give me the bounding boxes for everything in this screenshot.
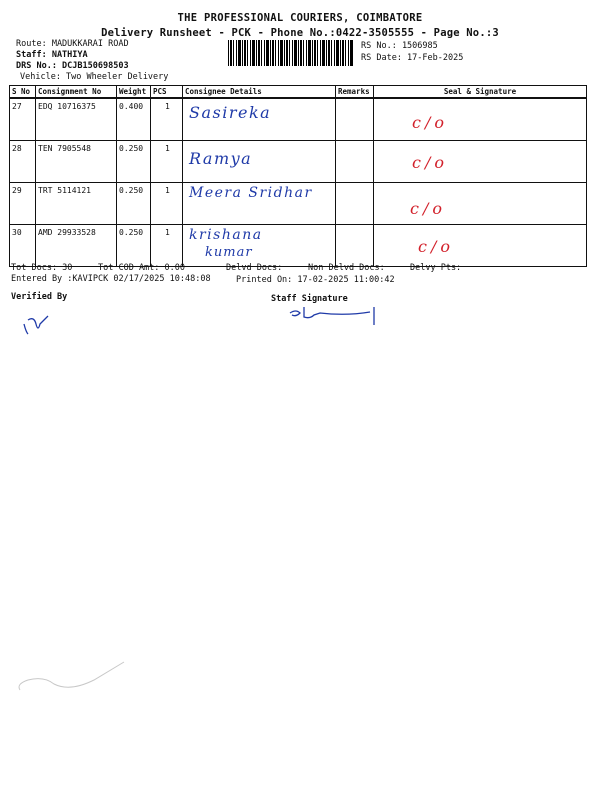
cell-pcs: 1 [151, 225, 183, 267]
cell-seal [374, 141, 587, 183]
company-title: THE PROFESSIONAL COURIERS, COIMBATORE [177, 12, 423, 24]
cell-pcs: 1 [151, 98, 183, 141]
header-consignee: Consignee Details [183, 86, 336, 99]
seal-mark: c/o [418, 237, 454, 256]
runsheet-title: Delivery Runsheet - PCK - Phone No.:0422-3505555 - Page No.:3 [101, 27, 499, 39]
staff-label: Staff: NATHIYA [16, 50, 88, 60]
rs-date: RS Date: 17-Feb-2025 [361, 53, 464, 63]
cell-weight: 0.250 [117, 141, 151, 183]
cell-pcs: 1 [151, 141, 183, 183]
cell-consignee [183, 183, 336, 225]
consignee-handwriting-line2: kumar [205, 245, 253, 260]
cell-consignment: TRT 5114121 [36, 183, 117, 225]
total-cod-amount: Tot COD Amt: 0.00 [98, 263, 185, 273]
total-docs: Tot Docs: 30 [11, 263, 73, 273]
runsheet-table [9, 85, 587, 267]
consignee-handwriting: Sasireka [189, 103, 272, 122]
header-seal: Seal & Signature [374, 86, 587, 99]
table-row [10, 141, 587, 183]
table-header-row [10, 86, 587, 99]
pencil-mark [14, 650, 144, 700]
cell-sno: 28 [10, 141, 36, 183]
header-sno: S No [10, 86, 36, 99]
printed-on: Printed On: 17-02-2025 11:00:42 [236, 275, 395, 285]
verifier-signature [18, 310, 58, 338]
non-delivered-docs: Non Delvd Docs: [308, 263, 385, 273]
cell-consignment: AMD 29933528 [36, 225, 117, 267]
cell-sno: 29 [10, 183, 36, 225]
cell-seal [374, 183, 587, 225]
cell-remarks [336, 141, 374, 183]
seal-mark: c/o [412, 113, 448, 132]
vehicle-label: Vehicle: Two Wheeler Delivery [20, 72, 169, 82]
header-remarks: Remarks [336, 86, 374, 99]
route-label: Route: MADUKKARAI ROAD [16, 39, 129, 49]
delivered-docs: Delvd Docs: [226, 263, 283, 273]
cell-seal [374, 225, 587, 267]
cell-sno: 27 [10, 98, 36, 141]
seal-mark: c/o [410, 199, 446, 218]
cell-consignee [183, 141, 336, 183]
cell-weight: 0.400 [117, 98, 151, 141]
header-pcs: PCS [151, 86, 183, 99]
staff-signature [286, 303, 386, 329]
consignee-handwriting: Meera Sridhar [189, 185, 313, 201]
drs-number: DRS No.: DCJB150698503 [16, 61, 129, 71]
header-weight: Weight [117, 86, 151, 99]
table-row [10, 98, 587, 141]
cell-consignment: EDQ 10716375 [36, 98, 117, 141]
cell-consignment: TEN 7905548 [36, 141, 117, 183]
table-row [10, 183, 587, 225]
delivery-points: Delvy Pts: [410, 263, 462, 273]
verified-by-label: Verified By [11, 292, 68, 302]
cell-remarks [336, 225, 374, 267]
header-consignment: Consignment No [36, 86, 117, 99]
consignee-handwriting: krishana [189, 227, 263, 243]
table-row [10, 225, 587, 267]
cell-remarks [336, 183, 374, 225]
cell-consignee [183, 98, 336, 141]
cell-remarks [336, 98, 374, 141]
seal-mark: c/o [412, 153, 448, 172]
rs-number: RS No.: 1506985 [361, 41, 438, 51]
cell-sno: 30 [10, 225, 36, 267]
cell-seal [374, 98, 587, 141]
cell-consignee [183, 225, 336, 267]
consignee-handwriting: Ramya [189, 149, 253, 168]
staff-signature-label: Staff Signature [271, 294, 348, 304]
cell-weight: 0.250 [117, 225, 151, 267]
cell-pcs: 1 [151, 183, 183, 225]
entered-by: Entered By :KAVIPCK 02/17/2025 10:48:08 [11, 274, 211, 284]
cell-weight: 0.250 [117, 183, 151, 225]
barcode [228, 40, 353, 66]
